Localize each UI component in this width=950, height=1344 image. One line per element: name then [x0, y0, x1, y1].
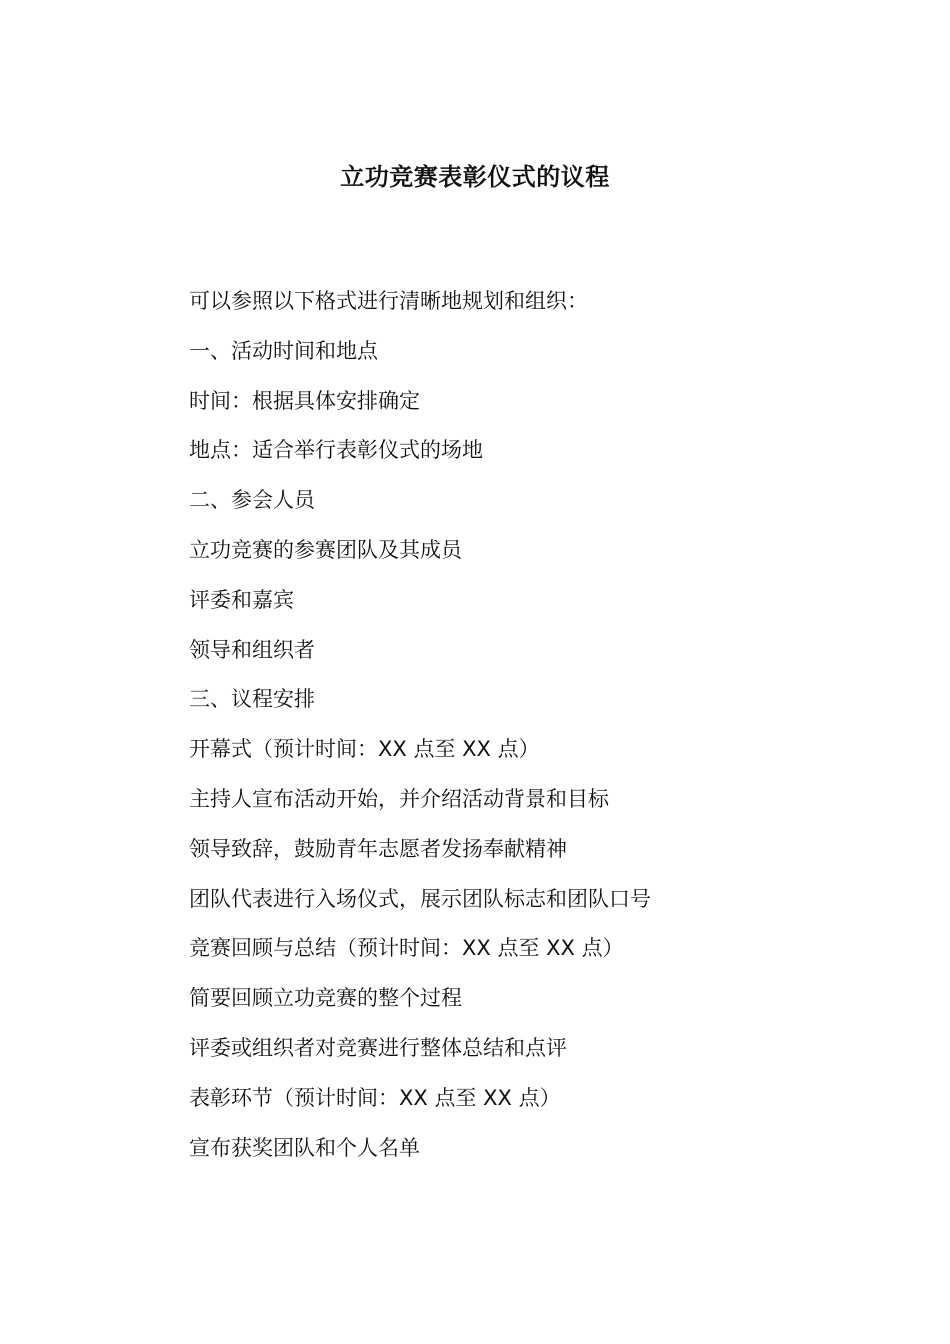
agenda-item-opening: 开幕式（预计时间：XX 点至 XX 点）: [189, 737, 540, 762]
agenda-detail-winners: 宣布获奖团队和个人名单: [189, 1135, 420, 1160]
intro-line: 可以参照以下格式进行清晰地规划和组织：: [189, 289, 588, 313]
agenda-detail-host: 主持人宣布活动开始，并介绍活动背景和目标: [189, 786, 609, 811]
attendee-line-leaders: 领导和组织者: [189, 637, 315, 662]
section-heading-time-location: 一、活动时间和地点: [189, 338, 378, 363]
agenda-detail-speech: 领导致辞，鼓励青年志愿者发扬奉献精神: [189, 836, 567, 861]
agenda-detail-evaluation: 评委或组织者对竞赛进行整体总结和点评: [189, 1035, 567, 1060]
location-line: 地点：适合举行表彰仪式的场地: [189, 438, 483, 463]
agenda-detail-entrance: 团队代表进行入场仪式，展示团队标志和团队口号: [189, 886, 651, 911]
agenda-item-awards: 表彰环节（预计时间：XX 点至 XX 点）: [189, 1085, 561, 1110]
attendee-line-judges: 评委和嘉宾: [189, 587, 294, 612]
section-heading-attendees: 二、参会人员: [189, 488, 315, 513]
time-line: 时间：根据具体安排确定: [189, 388, 420, 413]
document-title: 立功竞赛表彰仪式的议程: [340, 163, 610, 191]
document-body: [189, 284, 889, 1180]
agenda-detail-review-process: 简要回顾立功竞赛的整个过程: [189, 986, 462, 1011]
agenda-item-review: 竞赛回顾与总结（预计时间：XX 点至 XX 点）: [189, 936, 624, 961]
section-heading-agenda: 三、议程安排: [189, 687, 315, 712]
attendee-line-teams: 立功竞赛的参赛团队及其成员: [189, 537, 462, 562]
